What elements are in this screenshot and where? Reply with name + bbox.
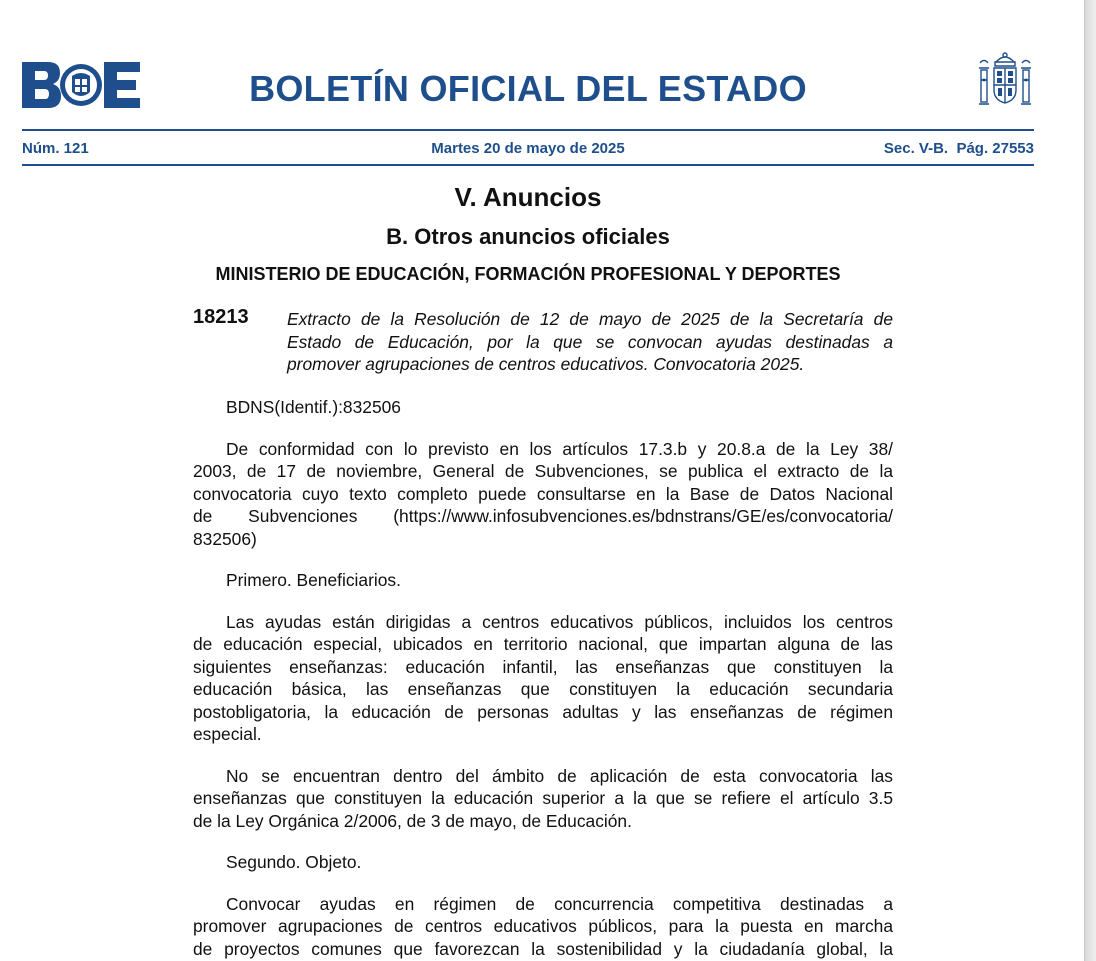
announcement-title-line: Estado de Educación, por la que se convocan ayudas destinadas a	[287, 331, 893, 352]
paragraph-line: de Subvenciones (https://www.infosubvenciones.es/bdnstrans/GE/es/convocatoria/	[193, 506, 893, 526]
paragraph-line: educación básica, las enseñanzas que constituyen la educación secundaria	[193, 679, 893, 699]
header-rule-top	[22, 129, 1034, 131]
section-heading: V. Anuncios	[454, 182, 602, 212]
ministry-heading: MINISTERIO DE EDUCACIÓN, FORMACIÓN PROFESIONAL Y DEPORTES	[215, 264, 841, 284]
paragraph-line: de la Ley Orgánica 2/2006, de 3 de mayo, de Educación.	[193, 810, 632, 831]
gazette-title: BOLETÍN OFICIAL DEL ESTADO	[249, 68, 807, 109]
paragraph-line: Convocar ayudas en régimen de concurrencia competitiva destinadas a	[226, 893, 893, 914]
paragraph-line: postobligatoria, la educación de personas adultas y las enseñanzas de régimen	[193, 701, 893, 722]
announcement-title-line: Extracto de la Resolución de 12 de mayo de 2025 de la Secretaría de	[287, 309, 893, 329]
body-text	[193, 396, 893, 961]
paragraph-line: siguientes enseñanzas: educación infantil, las enseñanzas que constituyen la	[193, 656, 893, 677]
paragraph-line: Primero. Beneficiarios.	[226, 570, 401, 590]
announcement-number: 18213	[193, 306, 249, 328]
section-page: Sec. V-B. Pág. 27553	[883, 140, 1034, 157]
paragraph-segundo-heading	[193, 851, 893, 874]
paragraph-bdns	[193, 396, 893, 419]
coat-of-arms-icon	[976, 50, 1034, 110]
viewer-scrollbar[interactable]	[1084, 0, 1096, 961]
paragraph-line: No se encuentran dentro del ámbito de aplicación de esta convocatoria las	[226, 765, 893, 786]
issue-number: Núm. 121	[22, 140, 89, 157]
paragraph-line: Las ayudas están dirigidas a centros educativos públicos, incluidos los centros	[226, 611, 893, 632]
subsection-heading: B. Otros anuncios oficiales	[386, 224, 670, 249]
paragraph-primero-heading	[193, 569, 893, 592]
paragraph-line: BDNS(Identif.):832506	[226, 397, 401, 417]
paragraph-line: enseñanzas que constituyen la educación superior a la que se refiere el artículo 3.5	[193, 788, 893, 808]
paragraph-beneficiarios	[193, 611, 893, 746]
paragraph-line: De conformidad con lo previsto en los artículos 17.3.b y 20.8.a de la Ley 38/	[226, 438, 893, 459]
announcement-title-line: promover agrupaciones de centros educativos. Convocatoria 2025.	[287, 354, 805, 374]
paragraph-line: de educación especial, ubicados en territorio nacional, que impartan alguna de las	[193, 634, 893, 654]
paragraph-line: Segundo. Objeto.	[226, 852, 362, 872]
announcement-title	[287, 308, 893, 376]
paragraph-exclusion	[193, 765, 893, 833]
paragraph-line: convocatoria cuyo texto completo puede consultarse en la Base de Datos Nacional	[193, 483, 893, 504]
paragraph-line: de proyectos comunes que favorezcan la sostenibilidad y la ciudadanía global, la	[193, 938, 893, 959]
paragraph-line: promover agrupaciones de centros educativos públicos, para la puesta en marcha	[193, 916, 893, 936]
paragraph-line: 832506)	[193, 528, 257, 549]
issue-date: Martes 20 de mayo de 2025	[431, 140, 625, 157]
paragraph-line: especial.	[193, 724, 262, 744]
paragraph-conformidad	[193, 438, 893, 551]
header-rule-bottom	[22, 164, 1034, 166]
paragraph-line: 2003, de 17 de noviembre, General de Subvenciones, se publica el extracto de la	[193, 461, 893, 481]
paragraph-objeto	[193, 893, 893, 961]
